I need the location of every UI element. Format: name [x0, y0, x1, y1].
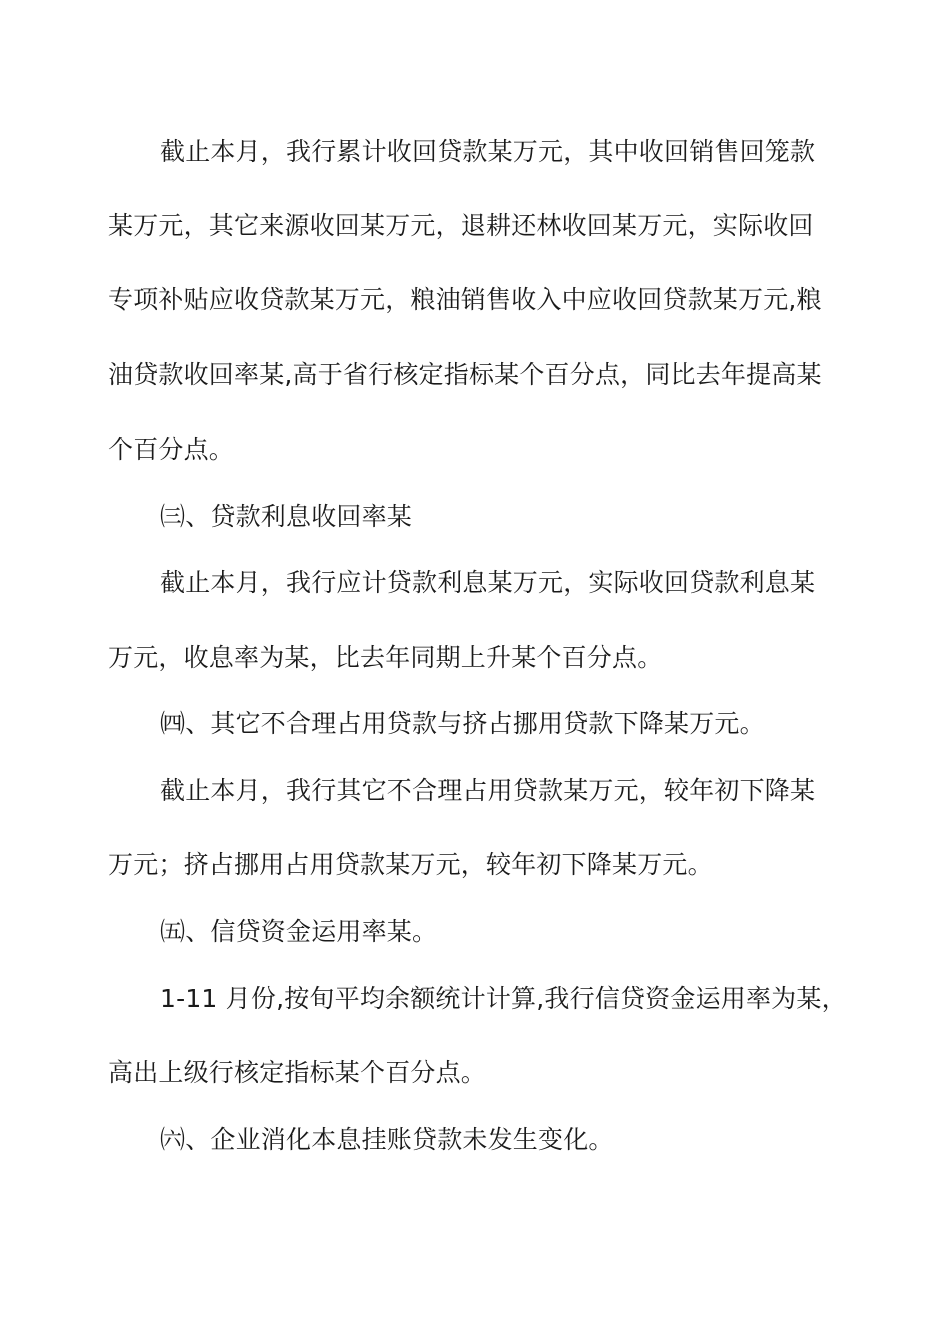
paragraph-2-line-1: 截止本月，我行应计贷款利息某万元，实际收回贷款利息某 — [160, 568, 816, 597]
section-heading-5: ㈤、信贷资金运用率某。 — [160, 917, 438, 946]
paragraph-1-line-3: 专项补贴应收贷款某万元，粮油销售收入中应收回贷款某万元,粮 — [108, 285, 822, 314]
section-heading-6: ㈥、企业消化本息挂账贷款未发生变化。 — [160, 1125, 614, 1154]
paragraph-1-line-2: 某万元，其它来源收回某万元，退耕还林收回某万元，实际收回 — [108, 211, 814, 240]
paragraph-1-line-5: 个百分点。 — [108, 435, 235, 464]
paragraph-3-line-2: 万元；挤占挪用占用贷款某万元，较年初下降某万元。 — [108, 850, 713, 879]
paragraph-1-line-4: 油贷款收回率某,高于省行核定指标某个百分点，同比去年提高某 — [108, 360, 822, 389]
paragraph-4-line-2: 高出上级行核定指标某个百分点。 — [108, 1058, 487, 1087]
paragraph-3-line-1: 截止本月，我行其它不合理占用贷款某万元，较年初下降某 — [160, 776, 816, 805]
paragraph-4-line-1: 1-11 月份,按旬平均余额统计计算,我行信贷资金运用率为某， — [160, 984, 847, 1013]
section-heading-4: ㈣、其它不合理占用贷款与挤占挪用贷款下降某万元。 — [160, 709, 765, 738]
paragraph-1-line-1: 截止本月，我行累计收回贷款某万元，其中收回销售回笼款 — [160, 137, 816, 166]
section-heading-3: ㈢、贷款利息收回率某 — [160, 502, 413, 531]
paragraph-2-line-2: 万元，收息率为某，比去年同期上升某个百分点。 — [108, 643, 663, 672]
